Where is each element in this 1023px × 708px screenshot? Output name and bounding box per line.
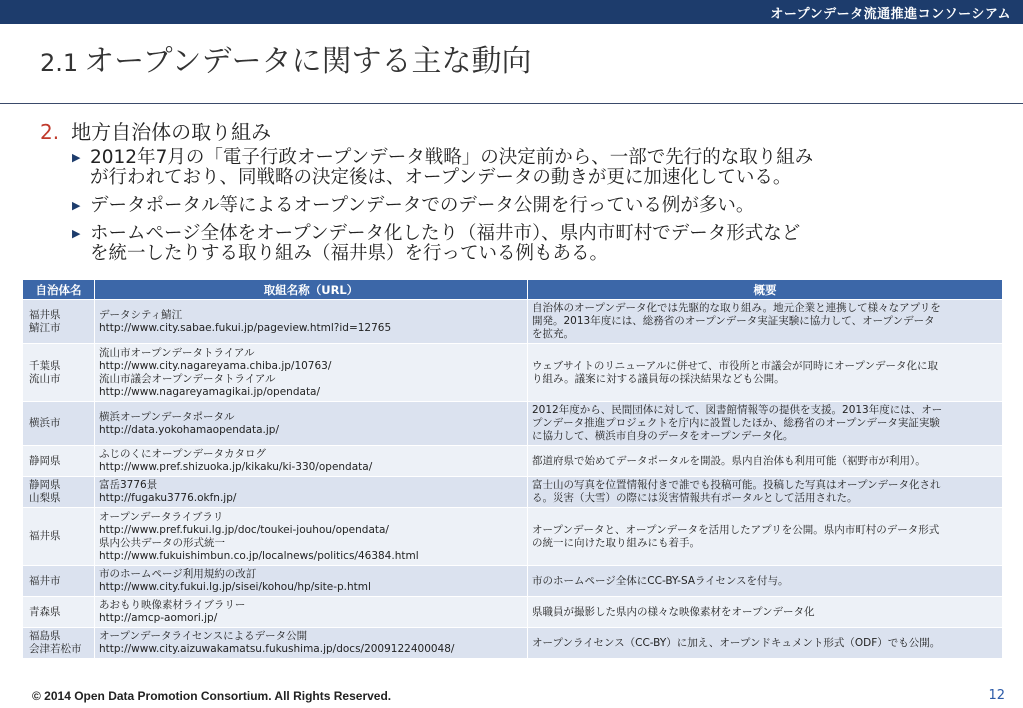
table-row <box>23 402 1003 446</box>
summary-cell-line: に協力して、横浜市自身のデータをオープンデータ化。 <box>532 430 794 442</box>
area-cell <box>23 597 95 628</box>
area-cell-line: 横浜市 <box>29 417 61 429</box>
area-cell <box>23 566 95 597</box>
initiative-cell <box>95 300 528 344</box>
initiative-cell-line: 流山市議会オープンデータトライアル <box>99 372 276 385</box>
bullet-text-line: を統一したりする取り組み（福井県）を行っている例もある。 <box>90 243 609 264</box>
triangle-bullet-icon: ▶ <box>72 151 81 164</box>
table-row <box>23 446 1003 477</box>
initiative-cell-line: ふじのくにオープンデータカタログ <box>99 448 267 460</box>
initiative-cell-line: http://data.yokohamaopendata.jp/ <box>99 423 279 436</box>
table-row <box>23 508 1003 566</box>
initiative-cell <box>95 628 528 659</box>
section-heading-number: 2. <box>40 120 60 144</box>
table-row <box>23 628 1003 659</box>
bullet-text-line: 2012年7月の「電子行政オープンデータ戦略」の決定前から、一部で先行的な取り組み <box>90 147 814 168</box>
initiative-cell-line: 横浜オープンデータポータル <box>99 410 235 423</box>
triangle-bullet-icon: ▶ <box>72 199 81 212</box>
area-cell-line: 静岡県 <box>29 479 61 491</box>
bullet-item <box>70 148 1010 188</box>
area-cell-line: 鯖江市 <box>29 321 61 334</box>
summary-cell <box>528 446 1003 477</box>
slide-title-number: 2.1 <box>40 49 79 77</box>
initiative-cell-line: 流山市オープンデータトライアル <box>99 346 255 359</box>
initiative-cell <box>95 344 528 402</box>
initiative-cell-line: 県内公共データの形式統一 <box>99 536 225 549</box>
area-cell <box>23 344 95 402</box>
slide-title-text: オープンデータに関する主な動向 <box>84 44 532 79</box>
summary-cell <box>528 477 1003 508</box>
column-header-summary: 概要 <box>528 280 1003 300</box>
summary-cell <box>528 628 1003 659</box>
summary-cell-line: プンデータ推進プロジェクトを庁内に設置したほか、総務省のオープンデータ実証実験 <box>532 417 940 429</box>
area-cell-line: 福井市 <box>29 574 61 587</box>
bullet-item <box>70 196 1010 216</box>
area-cell-line: 福島県 <box>29 630 61 642</box>
initiative-cell-line: 市のホームページ利用規約の改訂 <box>99 568 257 580</box>
area-cell-line: 流山市 <box>29 372 61 385</box>
area-cell-line: 会津若松市 <box>29 643 82 655</box>
area-cell-line: 福井県 <box>29 308 61 321</box>
slide-title <box>40 36 531 80</box>
area-cell-line: 静岡県 <box>29 454 61 467</box>
column-header-initiative: 取組名称（URL） <box>95 280 528 300</box>
summary-cell <box>528 344 1003 402</box>
initiative-cell-line: http://www.city.aizuwakamatsu.fukushima.jp/docs/2009122400048/ <box>99 643 455 655</box>
summary-cell-line: オープンデータと、オープンデータを活用したアプリを公開。県内市町村のデータ形式 <box>532 523 940 536</box>
initiative-cell-line: http://fugaku3776.okfn.jp/ <box>99 492 237 504</box>
initiative-cell <box>95 508 528 566</box>
summary-cell-line: を拡充。 <box>532 328 574 340</box>
organization-name: オープンデータ流通推進コンソーシアム <box>770 7 1011 22</box>
initiative-cell-line: http://www.city.fukui.lg.jp/sisei/kohou/hp/site-p.html <box>99 581 371 593</box>
initiative-cell-line: http://www.fukuishimbun.co.jp/localnews/politics/46384.html <box>99 549 419 562</box>
summary-cell-line: 自治体のオープンデータ化では先駆的な取り組み。地元企業と連携して様々なアプリを <box>532 302 941 314</box>
top-bar <box>0 0 1023 24</box>
section-heading <box>40 116 271 145</box>
area-cell-line: 山梨県 <box>29 492 61 504</box>
table-row <box>23 566 1003 597</box>
area-cell <box>23 477 95 508</box>
initiative-cell-line: オープンデータライセンスによるデータ公開 <box>99 630 308 642</box>
area-cell-line: 福井県 <box>29 530 61 542</box>
page-number: 12 <box>988 688 1005 703</box>
summary-cell <box>528 597 1003 628</box>
summary-cell-line: 富士山の写真を位置情報付きで誰でも投稿可能。投稿した写真はオープンデータ化され <box>532 479 941 491</box>
area-cell <box>23 628 95 659</box>
bullet-text-line: データポータル等によるオープンデータでのデータ公開を行っている例が多い。 <box>90 195 755 216</box>
summary-cell <box>528 402 1003 446</box>
title-divider <box>0 103 1023 104</box>
area-cell <box>23 446 95 477</box>
summary-cell-line: 県職員が撮影した県内の様々な映像素材をオープンデータ化 <box>532 605 815 618</box>
initiative-cell-line: あおもり映像素材ライブラリー <box>99 599 246 611</box>
summary-cell-line: の統一に向けた取り組みにも着手。 <box>532 536 700 549</box>
table-row <box>23 597 1003 628</box>
table-row <box>23 344 1003 402</box>
initiative-cell-line: http://amcp-aomori.jp/ <box>99 612 218 624</box>
area-cell-line: 千葉県 <box>29 359 61 372</box>
initiative-cell-line: http://www.pref.fukui.lg.jp/doc/toukei-jouhou/opendata/ <box>99 523 389 536</box>
column-header-area: 自治体名 <box>23 280 95 300</box>
initiative-cell-line: http://www.nagareyamagikai.jp/opendata/ <box>99 385 321 398</box>
initiative-cell <box>95 402 528 446</box>
initiative-cell <box>95 477 528 508</box>
summary-cell-line: 都道府県で始めてデータポータルを開設。県内自治体も利用可能（裾野市が利用）。 <box>532 454 926 467</box>
bullet-text-line: が行われており、同戦略の決定後は、オープンデータの動きが更に加速化している。 <box>90 167 792 188</box>
initiative-cell <box>95 566 528 597</box>
summary-cell-line: オープンライセンス（CC-BY）に加え、オープンドキュメント形式（ODF）でも公開。 <box>532 636 941 649</box>
area-cell <box>23 402 95 446</box>
triangle-bullet-icon: ▶ <box>72 227 81 240</box>
table-body <box>23 300 1003 659</box>
initiatives-table <box>22 279 1003 659</box>
area-cell <box>23 508 95 566</box>
initiative-cell-line: データシティ鯖江 <box>99 308 183 321</box>
summary-cell-line: る。災害（大雪）の際には災害情報共有ポータルとして活用された。 <box>532 492 858 504</box>
summary-cell <box>528 300 1003 344</box>
initiative-cell-line: 富岳3776景 <box>99 479 158 491</box>
bullet-item <box>70 224 1010 264</box>
area-cell-line: 青森県 <box>29 605 61 618</box>
summary-cell-line: ウェブサイトのリニューアルに併せて、市役所と市議会が同時にオープンデータ化に取 <box>532 359 939 372</box>
initiative-cell-line: http://www.pref.shizuoka.jp/kikaku/ki-330/opendata/ <box>99 461 373 473</box>
section-heading-text: 地方自治体の取り組み <box>71 120 272 144</box>
initiative-cell <box>95 446 528 477</box>
bullet-text-line: ホームページ全体をオープンデータ化したり（福井市）、県内市町村でデータ形式など <box>90 223 801 244</box>
table-header-row <box>23 280 1003 300</box>
table-row <box>23 300 1003 344</box>
summary-cell-line: り組み。議案に対する議員毎の採決結果なども公開。 <box>532 372 785 385</box>
summary-cell-line: 開発。2013年度には、総務省のオープンデータ実証実験に協力して、オープンデータ <box>532 315 935 327</box>
initiative-cell-line: http://www.city.sabae.fukui.jp/pageview.html?id=12765 <box>99 321 392 334</box>
summary-cell-line: 市のホームページ全体にCC-BY-SAライセンスを付与。 <box>532 574 789 587</box>
initiative-cell-line: http://www.city.nagareyama.chiba.jp/10763/ <box>99 359 332 372</box>
copyright-notice: © 2014 Open Data Promotion Consortium. All Rights Reserved. <box>32 689 392 703</box>
bullet-list <box>70 148 1010 272</box>
area-cell <box>23 300 95 344</box>
initiative-cell <box>95 597 528 628</box>
summary-cell <box>528 508 1003 566</box>
table-row <box>23 477 1003 508</box>
summary-cell <box>528 566 1003 597</box>
initiative-cell-line: オープンデータライブラリ <box>99 510 224 523</box>
summary-cell-line: 2012年度から、民間団体に対して、図書館情報等の提供を支援。2013年度には、オー <box>532 404 943 416</box>
